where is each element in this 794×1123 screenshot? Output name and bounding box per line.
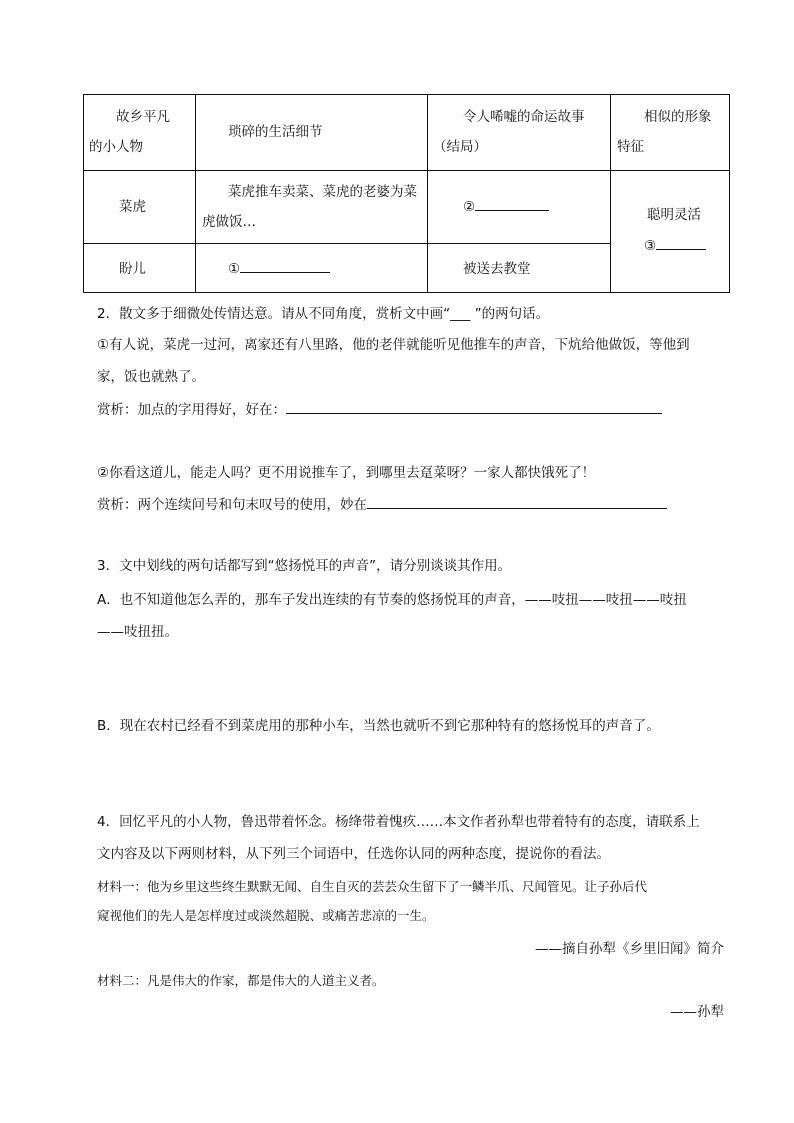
header-cell: 令人唏嘘的命运故事: [463, 109, 585, 125]
header-cell: 故乡平凡: [116, 109, 170, 125]
row-detail: 菜虎推车卖菜、菜虎的老婆为菜: [228, 184, 417, 200]
material-2-source: ——孙犁: [670, 1004, 724, 1020]
row-fate: 被送去教堂: [463, 261, 531, 277]
sentence-a: ——吱扭扭。: [97, 624, 178, 640]
material-1: 材料一：他为乡里这些终生默默无闻、自生自灭的芸芸众生留下了一鳞半爪、尺闻管见。让子孙后代 窥视他们的先人是怎样度过或淡然超脱、或痛苦悲凉的一生。: [97, 879, 648, 923]
header-cell: 相似的形象: [644, 109, 712, 125]
sentence-1: ①有人说，菜虎一过河，离家还有八里路，他的老伴就能听见他推车的声音，下炕给他做饭，等他到: [97, 337, 690, 353]
row-name: 菜虎: [119, 199, 146, 215]
header-cell: 琐碎的生活细节: [228, 124, 323, 140]
question-4-text: 4．回忆平凡的小人物，鲁迅带着怀念。杨绛带着愧疚……本文作者孙犁也带着特有的态度，请联系上: [97, 814, 700, 830]
answer-blank: ③: [644, 231, 706, 261]
sentence-2: ②你看这道儿，能走人吗？更不用说推车了，到哪里去趸菜呀？一家人都快饿死了！: [97, 465, 596, 481]
sentence-b: B．现在农村已经看不到菜虎用的那种小车，当然也就听不到它那种特有的悠扬悦耳的声音了。: [97, 718, 660, 734]
sentence-a: A．也不知道他怎么弄的，那车子发出连续的有节奏的悠扬悦耳的声音，——吱扭——吱扭——吱扭: [97, 592, 687, 608]
row-name: 盼儿: [119, 261, 146, 277]
row-detail: 虎做饭…: [202, 214, 256, 230]
table-divider: [427, 95, 428, 292]
table-divider: [84, 170, 610, 171]
header-cell: 的小人物: [89, 139, 143, 155]
table-divider: [195, 95, 196, 292]
material-2: 材料二：凡是伟大的作家，都是伟大的人道主义者。: [97, 973, 385, 988]
header-cell: 特征: [617, 139, 644, 155]
table-divider: [610, 170, 730, 171]
answer-blank: ②: [463, 192, 549, 222]
table-divider: [610, 95, 611, 292]
question-4-text: 文内容及以下两则材料，从下列三个词语中，任选你认同的两种态度，提说你的看法。: [97, 846, 610, 862]
question-2-title: 2．散文多于细微处传情达意。请从不同角度，赏析文中画“___ ”的两句话。: [97, 306, 550, 322]
answer-line: 赏析：两个连续问号和句末叹号的使用，妙在: [97, 493, 667, 513]
answer-blank: ①: [228, 254, 330, 284]
question-3-title: 3．文中划线的两句话都写到“悠扬悦耳的声音”，请分别谈谈其作用。: [97, 558, 512, 574]
answer-line: 赏析：加点的字用得好，好在：: [97, 398, 662, 418]
trait-text: 聪明灵活: [647, 207, 701, 223]
sentence-1: 家，饭也就熟了。: [97, 369, 205, 385]
header-cell: （结局）: [433, 139, 487, 155]
table-divider: [84, 243, 610, 244]
summary-table: [83, 94, 730, 293]
material-1-source: ——摘自孙犁《乡里旧闻》简介: [535, 941, 724, 957]
